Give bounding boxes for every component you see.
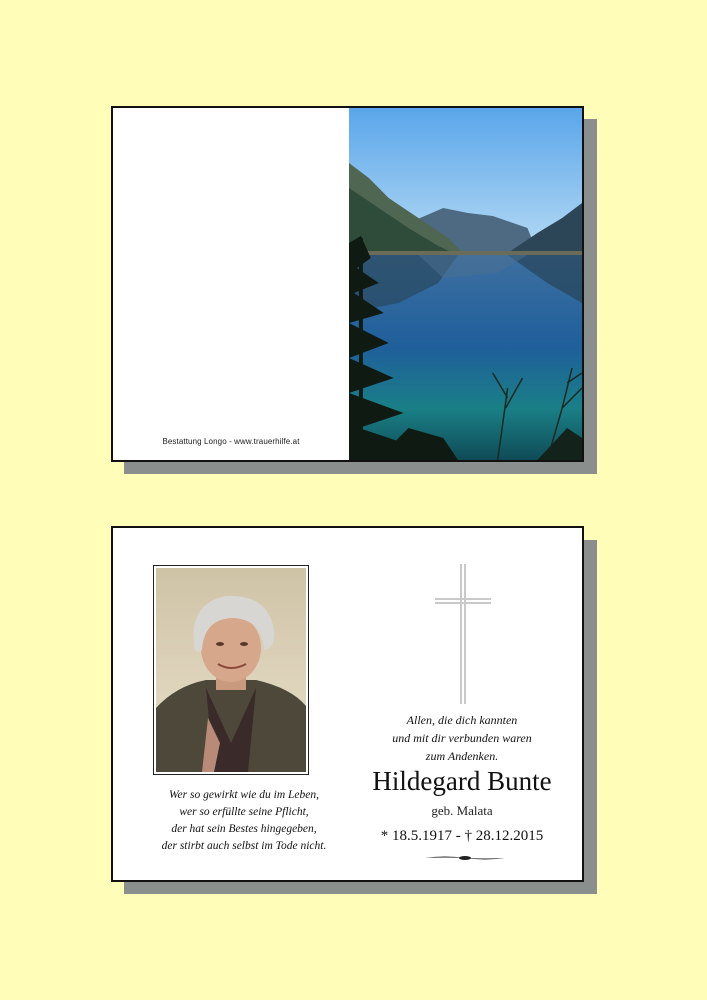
poem-verse xyxy=(113,787,375,855)
dedication-line: und mit dir verbunden waren xyxy=(392,731,532,745)
portrait-photo xyxy=(153,565,309,775)
cross-icon xyxy=(433,564,493,704)
poem-line: Wer so gewirkt wie du im Leben, xyxy=(168,789,320,801)
landscape-photo xyxy=(349,108,582,460)
dedication-line: Allen, die dich kannten xyxy=(406,713,518,727)
funeral-home-credit: Bestattung Longo - www.trauerhilfe.at xyxy=(162,437,300,446)
poem-line: der stirbt auch selbst im Tode nicht. xyxy=(161,840,327,852)
memorial-card-front xyxy=(111,106,584,462)
poem-line: wer so erfüllte seine Pflicht, xyxy=(179,806,309,818)
card-back-panel xyxy=(113,108,349,460)
dedication-text xyxy=(349,711,575,765)
poem-line: der hat sein Bestes hingegeben, xyxy=(171,823,317,835)
maiden-name: geb. Malata xyxy=(431,803,493,818)
deceased-name: Hildegard Bunte xyxy=(372,766,552,796)
life-dates: * 18.5.1917 - † 28.12.2015 xyxy=(380,828,544,844)
dedication-line: zum Andenken. xyxy=(425,749,499,763)
ornament-divider xyxy=(425,854,505,862)
memorial-card-inside xyxy=(111,526,584,882)
